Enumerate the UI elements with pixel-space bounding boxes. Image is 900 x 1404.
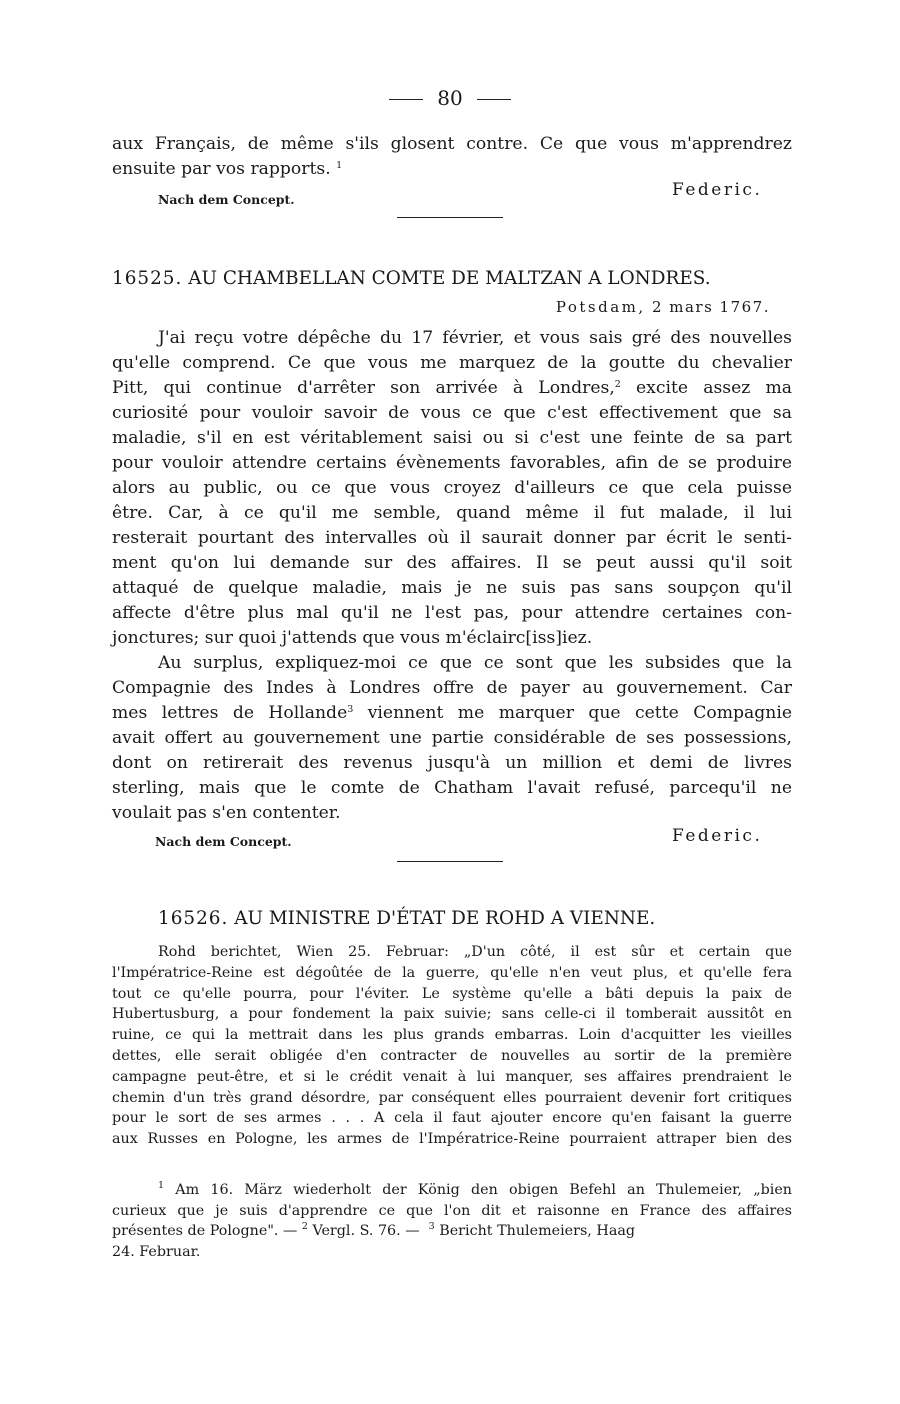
text-line: chemin d'un très grand désordre, par conséquent elles pourraient devenir fort critiques	[112, 1089, 792, 1106]
text-line: avait offert au gouvernement une partie considérable de ses possessions,	[112, 728, 792, 748]
page-number: 80	[437, 86, 463, 110]
text-line: J'ai reçu votre dépêche du 17 février, et vous sais gré des nouvelles	[158, 328, 792, 348]
text-line: l'Impératrice-Reine est dégoûtée de la guerre, qu'elle n'en veut plus, et qu'elle fera	[112, 964, 792, 981]
dateline-place: Potsdam,	[555, 298, 646, 316]
text-line-content: viennent me marquer que cette Compagnie	[367, 703, 792, 723]
footnote-mark: 3	[428, 1221, 435, 1232]
text-line	[112, 376, 792, 401]
text-line: Hubertusburg, a pour fondement la paix suivie; sans celle-ci il tomberait aussitôt en	[112, 1006, 792, 1023]
text-line: aux Russes en Pologne, les armes de l'Impératrice-Reine pourraient attraper bien des	[112, 1131, 792, 1148]
text-line: alors au public, ou ce que vous croyez d'ailleurs ce que cela puisse	[112, 478, 792, 498]
text-line-content: Pitt, qui continue d'arrêter son arrivée à Londres,	[112, 378, 615, 398]
text-line: curiosité pour vouloir savoir de vous ce que c'est effectivement que sa	[112, 403, 792, 423]
text-line: qu'elle comprend. Ce que vous me marquez de la goutte du chevalier	[112, 353, 792, 373]
letter-paragraph	[112, 326, 792, 826]
text-line: dettes, elle serait obligée d'en contracter de nouvelles au sortir de la première	[112, 1047, 792, 1064]
footnote-mark: 1	[336, 160, 343, 171]
text-line: affecte d'être plus mal qu'il ne l'est pas, pour attendre certaines con-	[112, 603, 792, 623]
text-line: pour vouloir attendre certains évènements favorables, afin de se produire	[112, 453, 792, 473]
text-line: ruine, ce qui la mettrait dans les plus grands embarras. Loin d'acquitter les vieilles	[112, 1027, 792, 1044]
text-line: resterait pourtant des intervalles où il saurait donner par écrit le senti-	[112, 528, 792, 548]
page-number-line	[0, 86, 900, 110]
letter-title: AU MINISTRE D'ÉTAT DE ROHD A VIENNE.	[234, 908, 656, 929]
footnote-text: Am 16. März wiederholt der König den obigen Befehl an Thulemeier, „bien	[175, 1182, 793, 1198]
text-line: être. Car, à ce qu'il me semble, quand même il fut malade, il lui	[112, 503, 792, 523]
footnote-text: Bericht Thulemeiers, Haag	[439, 1223, 636, 1239]
text-line: ment qu'on lui demande sur des affaires. Il se peut aussi qu'il soit	[112, 553, 792, 573]
page-number-dash-left	[389, 99, 423, 100]
dateline-date: 2 mars 1767.	[651, 298, 770, 316]
page-number-dash-right	[477, 99, 511, 100]
text-line	[112, 701, 792, 726]
section-divider	[397, 861, 503, 862]
letter-heading	[112, 268, 792, 289]
text-line: pour le sort de ses armes . . . A cela il faut ajouter encore qu'en faisant la guerre	[112, 1110, 792, 1127]
text-line-content: ensuite par vos rapports.	[112, 159, 331, 179]
text-line: jonctures; sur quoi j'attends que vous m'éclairc[iss]iez.	[112, 628, 593, 648]
footnote-text: Vergl. S. 76. —	[312, 1223, 420, 1239]
letter-title: AU CHAMBELLAN COMTE DE MALTZAN A LONDRES.	[188, 268, 711, 289]
text-line-content: excite assez ma	[635, 378, 793, 398]
footnote-line	[112, 1180, 792, 1201]
text-line: dont on retirerait des revenus jusqu'à un million et demi de livres	[112, 753, 792, 773]
footnote-line	[112, 1221, 792, 1242]
letter-number: 16525.	[112, 268, 183, 289]
text-line: attaqué de quelque maladie, mais je ne suis pas sans soupçon qu'il	[112, 578, 792, 598]
continued-paragraph	[112, 132, 792, 182]
letter-number: 16526.	[158, 908, 229, 929]
footnote-text: présentes de Pologne". —	[112, 1223, 302, 1239]
text-line: campagne peut-être, et si le crédit venait à lui manquer, ses affaires prendraient le	[112, 1068, 792, 1085]
text-line: Compagnie des Indes à Londres offre de payer au gouvernement. Car	[112, 678, 792, 698]
summary-paragraph	[112, 942, 792, 1150]
letter-heading	[158, 908, 838, 929]
text-line-content: mes lettres de Hollande	[112, 703, 348, 723]
footnote-mark: 3	[347, 704, 354, 715]
source-note: Nach dem Concept.	[155, 834, 292, 849]
text-line: Au surplus, expliquez-moi ce que ce sont que les subsides que la	[158, 653, 792, 673]
source-note: Nach dem Concept.	[158, 192, 295, 207]
footnote-line: 24. Februar.	[112, 1243, 201, 1260]
footnote-mark: 2	[614, 379, 621, 390]
section-divider	[397, 217, 503, 218]
text-line: Rohd berichtet, Wien 25. Februar: „D'un côté, il est sûr et certain que	[158, 944, 792, 960]
text-line	[112, 157, 792, 182]
text-line: sterling, mais que le comte de Chatham l'avait refusé, parcequ'il ne	[112, 778, 792, 798]
footnote-mark: 2	[301, 1221, 308, 1232]
text-line: tout ce qu'elle pourra, pour l'éviter. Le système qu'elle a bâti depuis la paix de	[112, 985, 792, 1002]
footnote-line: curieux que je suis d'apprendre ce que l'on dit et raisonne en France des affaires	[112, 1202, 792, 1219]
text-line: voulait pas s'en contenter.	[112, 803, 341, 823]
signature: Federic.	[672, 826, 763, 846]
dateline	[556, 298, 770, 316]
text-line: maladie, s'il en est véritablement saisi ou si c'est une feinte de sa part	[112, 428, 792, 448]
footnote-mark: 1	[158, 1180, 165, 1191]
signature: Federic.	[672, 180, 763, 200]
footnotes	[112, 1180, 792, 1262]
text-line: aux Français, de même s'ils glosent contre. Ce que vous m'apprendrez	[112, 134, 792, 154]
